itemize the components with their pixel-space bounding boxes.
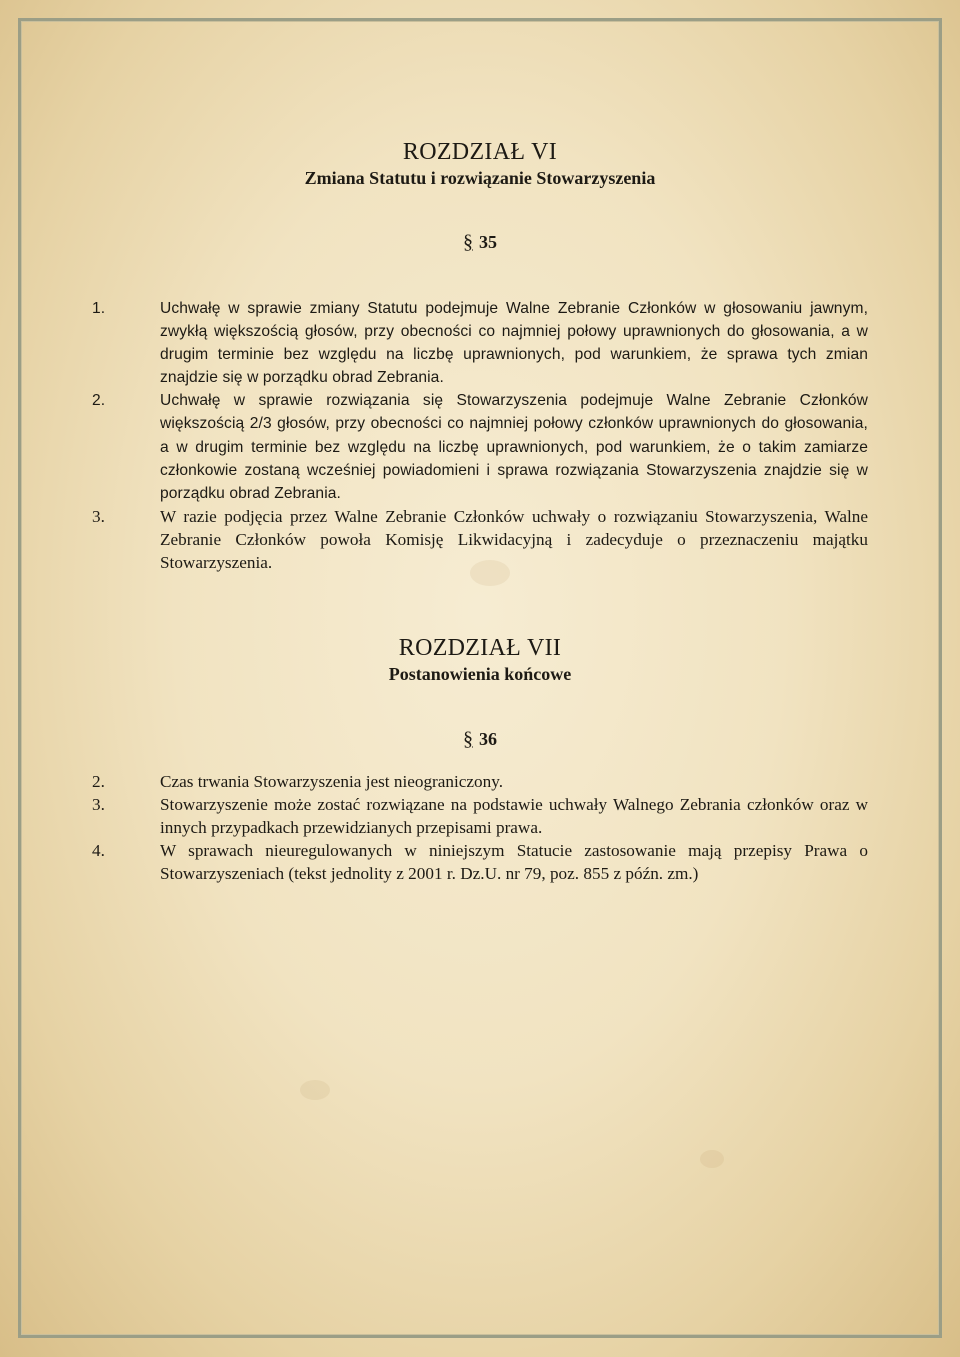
section-number: 36 [479, 729, 497, 749]
chapter-6-heading [0, 138, 960, 190]
item-line: Stowarzyszeniach (tekst jednolity z 2001 r. Dz.U. nr 79, poz. 855 z późn. zm.) [160, 864, 699, 884]
list-item [92, 389, 868, 504]
item-number: 2. [92, 772, 105, 791]
item-line: majątku Stowarzyszenia. [160, 529, 868, 573]
item-line: Stowarzyszenie może zostać rozwiązane na podstawie uchwały Walnego Zebrania [160, 795, 747, 815]
section-35-mark [463, 230, 497, 254]
chapter-6-subtitle: Zmiana Statutu i rozwiązanie Stowarzyszenia [304, 168, 656, 188]
item-line: o takim zamiarze członkowie zostaną wcześniej powiadomieni i sprawa rozwiązania [160, 438, 868, 479]
item-line: jawnym, zwykłą większością głosów, przy obecności co najmniej połowy uprawnionych [160, 300, 868, 341]
item-line: W razie podjęcia przez Walne Zebranie Członków uchwały o rozwiązaniu Stowarzyszenia, [160, 506, 825, 526]
item-number: 2. [92, 392, 106, 410]
list-item [92, 793, 868, 839]
item-line: Stowarzyszenia znajdzie się w porządku obrad Zebrania. [160, 461, 868, 502]
item-line: członków oraz w innych przypadkach przewidzianych przepisami prawa. [160, 795, 868, 838]
item-number: 1. [92, 300, 106, 317]
item-line: Walne Zebranie Członków powoła Komisję Likwidacyjną i zadecyduje o przeznaczeniu [160, 506, 868, 549]
chapter-7-list [92, 770, 868, 885]
item-number: 3. [92, 506, 105, 526]
chapter-7-subtitle: Postanowienia końcowe [388, 664, 572, 684]
item-line: że sprawa tych zmian znajdzie się w porządku obrad Zebrania. [160, 346, 868, 387]
chapter-7-title: ROZDZIAŁ VII [398, 635, 562, 661]
item-line: Uchwałę w sprawie rozwiązania się Stowarzyszenia podejmuje Walne Zebranie Członków [160, 392, 868, 410]
item-line: Uchwałę w sprawie zmiany Statutu podejmuje Walne Zebranie Członków w głosowaniu [160, 300, 811, 317]
item-line: głosowania, a w drugim terminie bez względu na liczbę uprawnionych, pod warunkiem, że [160, 415, 868, 456]
item-number: 3. [92, 795, 105, 815]
list-item [92, 770, 868, 793]
list-item [92, 505, 868, 574]
item-line: Czas trwania Stowarzyszenia jest nieograniczony. [160, 772, 503, 791]
list-item [92, 297, 868, 389]
chapter-6-list [92, 297, 868, 574]
section-symbol: § [463, 728, 473, 750]
section-symbol: § [463, 231, 473, 253]
section-number: 35 [479, 232, 497, 252]
item-line: do głosowania, a w drugim terminie bez względu na liczbę uprawnionych, pod warunkiem, [160, 323, 868, 364]
item-line: większością 2/3 głosów, przy obecności co najmniej połowy członków uprawnionych do [160, 415, 785, 433]
list-item [92, 839, 868, 885]
item-number: 4. [92, 841, 105, 861]
section-36-mark [463, 727, 497, 751]
item-line: W sprawach nieuregulowanych w niniejszym Statucie zastosowanie mają przepisy Prawa o [160, 841, 868, 861]
chapter-7-heading [0, 634, 960, 686]
chapter-6-title: ROZDZIAŁ VI [402, 139, 558, 165]
